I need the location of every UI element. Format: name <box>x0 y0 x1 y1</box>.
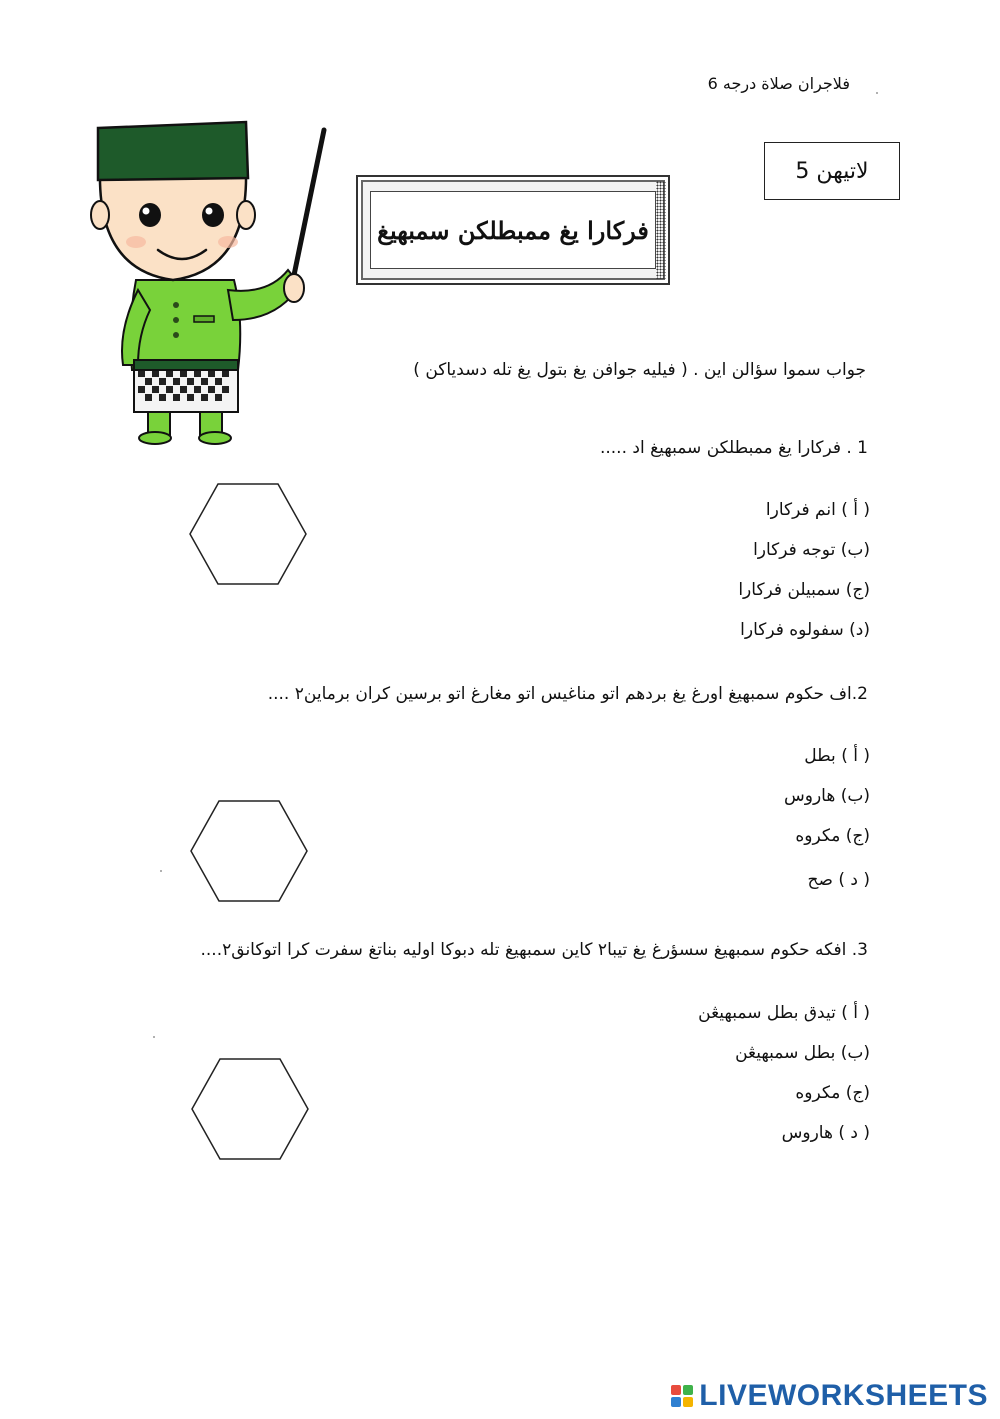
subject-header: فلاجران صلاة درجه 6 <box>707 74 850 93</box>
face <box>100 172 246 280</box>
q3-answer-hexagon[interactable] <box>191 1058 309 1160</box>
frame-stipple-decoration <box>656 181 666 279</box>
question-2: 2.اف حکوم سمبهيغ اورغ يغ بردهم اتو مناغيس اتو مغارغ اتو برسين كران برماين٢ .... <box>267 684 868 704</box>
logo-square <box>683 1385 693 1395</box>
q3-option-b[interactable]: (ب) بطل سمبهيڠن <box>735 1043 870 1063</box>
q3-option-c[interactable]: (ج) مکروه <box>795 1083 870 1103</box>
logo-square <box>671 1385 681 1395</box>
page-title: فركارا يغ ممبطلكن سمبهيغ <box>370 191 656 269</box>
logo-mark-icon <box>671 1385 693 1407</box>
pointer-stick <box>293 130 324 280</box>
exercise-label: لاتيهن 5 <box>795 158 869 184</box>
exercise-number-box <box>764 142 900 200</box>
title-frame <box>356 175 670 285</box>
green-shirt <box>131 280 241 370</box>
q1-option-d[interactable]: (د) سفولوه فركارا <box>740 620 870 640</box>
question-1: 1 . فركارا يغ ممبطلكن سمبهيغ اد ..... <box>599 438 868 458</box>
q2-option-c[interactable]: (ج) مکروه <box>795 826 870 846</box>
left-eye <box>139 203 161 227</box>
teacher-boy-illustration <box>88 120 338 450</box>
q2-option-d[interactable]: ( د ) صح <box>807 870 870 890</box>
q2-option-a[interactable]: ( أ ) بطل <box>804 746 870 766</box>
brand-name: LIVEWORKSHEETS <box>699 1379 988 1412</box>
q2-answer-hexagon[interactable] <box>190 800 308 902</box>
q1-answer-hexagon[interactable] <box>189 483 307 585</box>
liveworksheets-logo[interactable] <box>671 1378 988 1414</box>
q3-option-d[interactable]: ( د ) هاروس <box>781 1123 870 1143</box>
scan-dot <box>876 92 878 94</box>
right-eye <box>202 203 224 227</box>
question-3: 3. افکه حکوم سمبهيغ سسؤرغ يغ تيبا٢ كاين سمبهيغ تله دبوكا اوليه بناتغ سفرت كرا اتوكانق٢.... <box>200 940 868 960</box>
songkok-hat <box>98 122 248 180</box>
logo-square <box>671 1397 681 1407</box>
scan-dot <box>153 1036 155 1038</box>
q3-option-a[interactable]: ( أ ) تيدق بطل سمبهيڠن <box>698 1003 870 1023</box>
q2-option-b[interactable]: (ب) هاروس <box>784 786 870 806</box>
q1-option-b[interactable]: (ب) توجه فركارا <box>753 540 870 560</box>
instruction-text: جواب سموا سؤالن اين . ( فيليه جوافن يغ بتول يغ تله دسدياكن ) <box>413 360 866 380</box>
scan-dot <box>160 870 162 872</box>
q1-option-a[interactable]: ( أ ) انم فركارا <box>765 500 870 520</box>
q1-option-c[interactable]: (ج) سمبيلن فركارا <box>738 580 870 600</box>
logo-square <box>683 1397 693 1407</box>
hand <box>284 274 304 302</box>
